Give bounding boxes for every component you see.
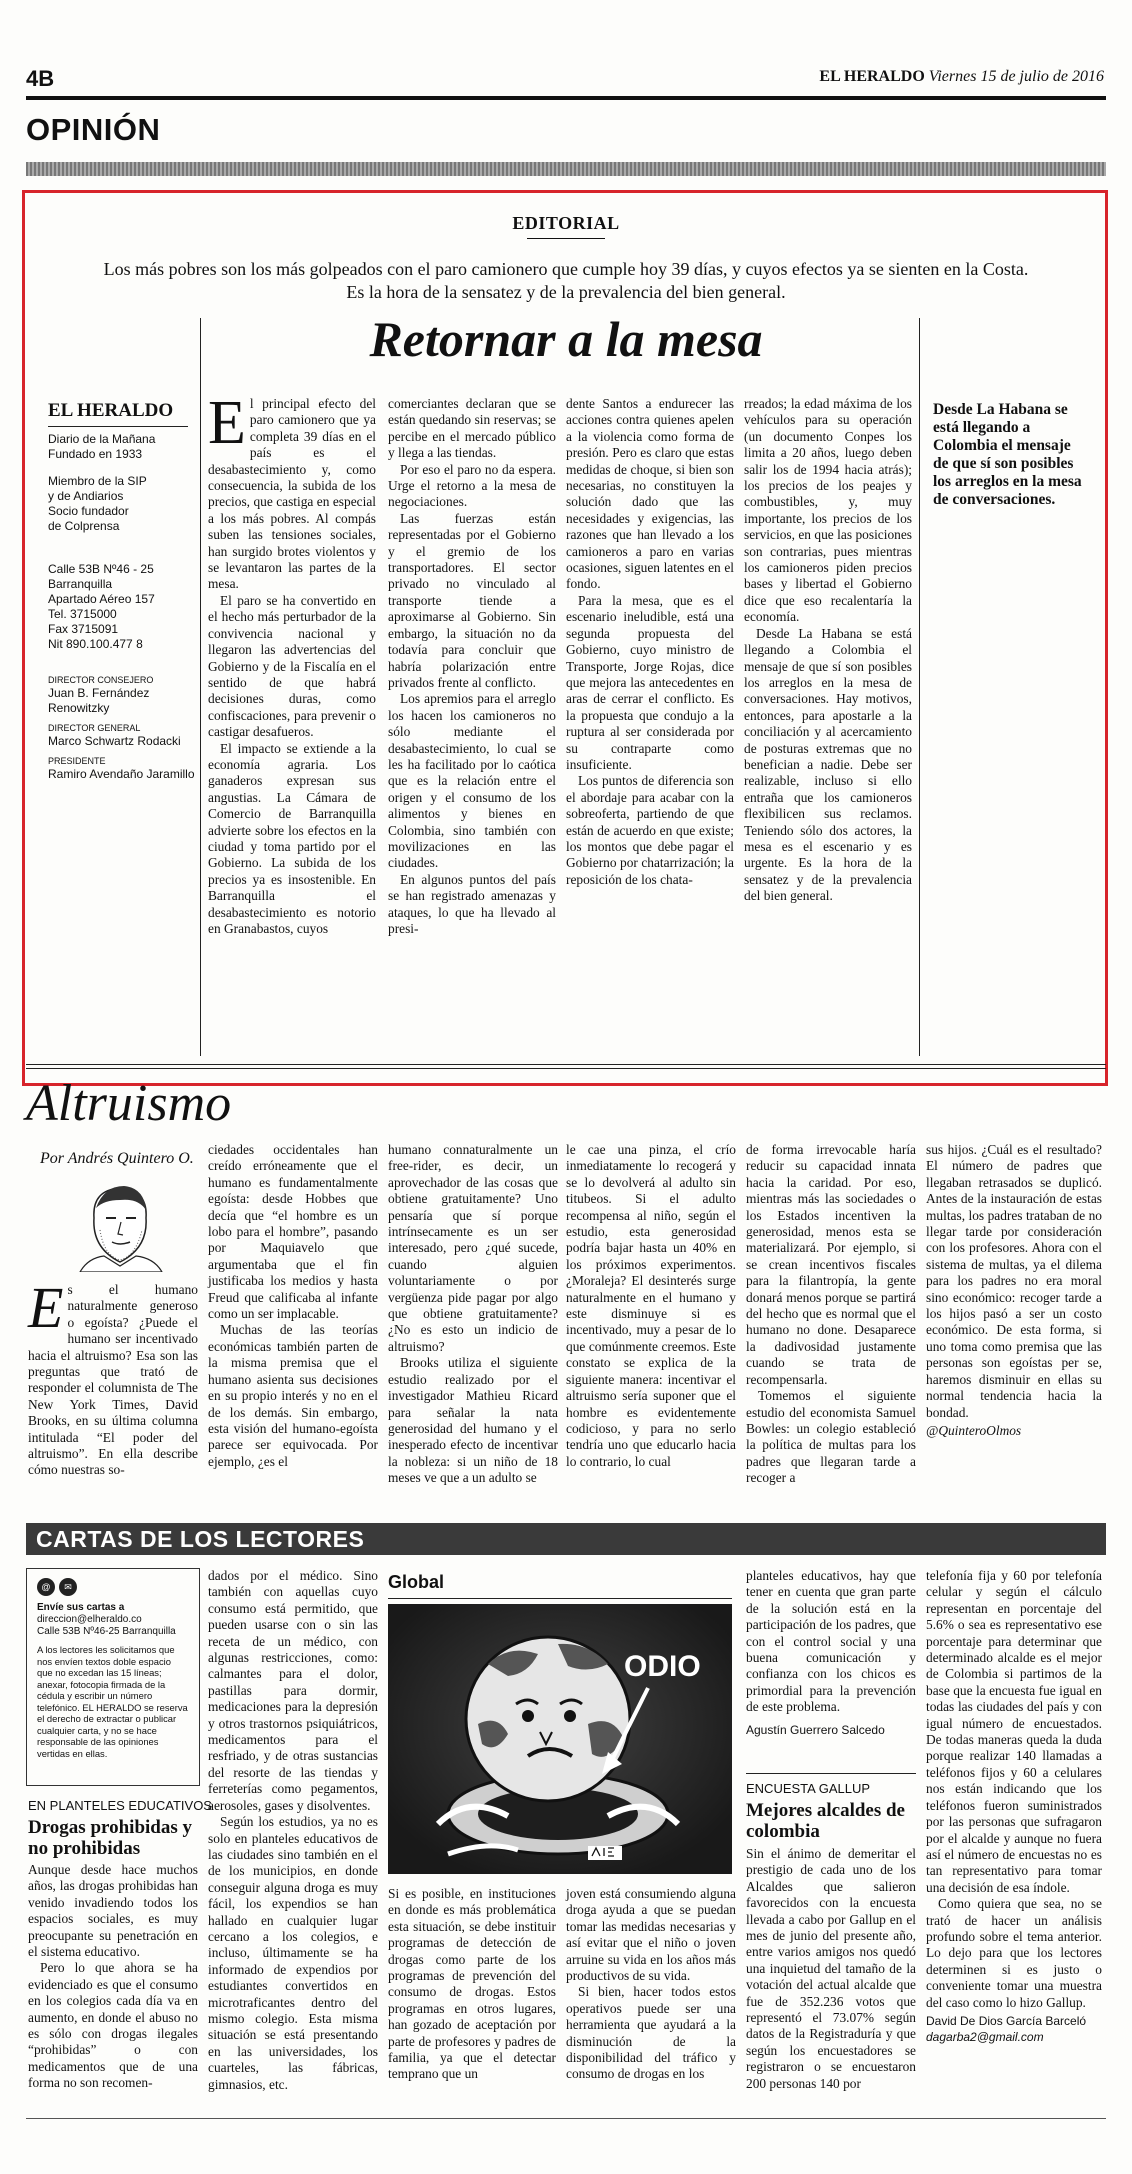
column-author: Por Andrés Quintero O. [40,1150,194,1167]
paragraph: Como quiera que sea, no se trató de hacer un análisis profundo sobre el tema anterior. Lo dejo para que los lectores determinen si es justo o conveniente tomar una muestra del caso como lo hizo Gallup. [926,1896,1102,2010]
column-body-5 [746,1142,916,1487]
editorial-column-4 [744,396,912,905]
paragraph [208,389,376,593]
letter-separator [746,1773,916,1774]
section-rule [26,1064,1106,1065]
column-body-1 [28,1275,198,1479]
info-line: Socio fundador [48,504,129,518]
letter-body-5 [746,1568,916,1738]
letter-body-4 [566,1886,736,2083]
masthead-info [48,432,198,782]
letter-kicker: ENCUESTA GALLUP [746,1781,871,1796]
column-body-4 [566,1142,736,1470]
letter-signature: David De Dios García Barceló [926,2013,1087,2028]
paragraph: sus hijos. ¿Cuál es el resultado? El número de padres que llegaban retrasados se duplicó. Antes de la instauración de estas multas, los padres trataban de no llegar tarde por consideración con los profesores. Ahora con el sistema de multas, ya el dilema para los padres no era moral sino económico: recoger tarde a los hijos pasó a ser un costo económico. De esta forma, si uno toma como premisa que las personas son egoístas per se, haremos disminuir en ellas su normal tendencia hacia la bondad. [926,1142,1102,1420]
staff-role: PRESIDENTE [48,756,106,766]
paragraph: Muchas de las teorías económicas también parten de la misma premisa que el humano asienta sus decisiones en su propio interés y no en el de los demás. Sin embargo, esta visión del humano-egoísta parece ser equivocada. Por ejemplo, ¿es el [208,1322,378,1469]
section-band [26,162,1106,176]
editorial-column-3 [566,396,734,888]
column-handle: @QuinteroOlmos [926,1422,1022,1438]
paragraph: planteles educativos, hay que tener en cuenta que gran parte de la solución está en la participación de los padres, que con el control social y una buena comunicación y confianza con los chicos es primordial para la prevención de este problema. [746,1568,916,1715]
dropcap: E [28,1275,64,1340]
letter-body-3 [388,1886,556,2083]
paragraph: de forma irrevocable haría reducir su capacidad innata hacia la caridad. Por eso, mientras más las sociedades o los Estados incentiven la generosidad, menos esta se materializará. Por ejemplo, si se crean incentivos fiscales para la filantropía, la gente donará menos porque se partirá del hecho que es normal que el humano no done. Desaparece la dadivosidad justamente cuando se trata de recompensarla. [746,1142,916,1387]
author-portrait [74,1178,166,1272]
paragraph: Desde La Habana se está llegando a Colombia el mensaje de que sí son posibles los arreglos en la mesa de conversaciones. Hay motivos, entonces, para apostarle a la conciliación y al acercamiento de posturas extremas que no benefician a nadie. Debe ser realizable, incluso si ello entraña que los camioneros flexibilicen sus reclamos. Teniendo sólo dos actores, la mesa es el escenario y es urgente. Es la hora de la sensatez y de la prevalencia del bien general. [744,625,912,904]
section-title: OPINIÓN [26,112,161,147]
editorial-column-1 [208,389,376,937]
paragraph: dente Santos a endurecer las acciones contra quienes apelen a la violencia como forma de presión. Pero es claro que estas medidas de choque, si bien son necesarias, no constituyen la solución dado que las necesidades y exigencias, las razones que han llevado a los camioneros a paro en varias ocasiones, siguen latentes en el fondo. [566,396,734,592]
info-line: y de Andiarios [48,489,124,503]
editorial-headline: Retornar a la mesa [369,311,763,367]
paragraph: Las fuerzas están representadas por el Gobierno y el gremio de los transportadores. El sector privado no vinculado al transporte tiende a aproximarse al Gobierno. Sin embargo, la situación no da todavía para concluir que habría polarización entre privados frente al conflicto. [388,510,556,690]
staff-name: Juan B. Fernández Renowitzky [48,686,150,715]
paragraph: El paro se ha convertido en el hecho más perturbador de la convivencia nacional y llegaron las advertencias del Gobierno y de la Fiscalía en el sentido de que habrá decisiones duras, como confiscaciones, para prevenir o castigar desafueros. [208,592,376,740]
paragraph: En algunos puntos del país se han registrado amenazas y ataques, lo que ha llevado al presi- [388,871,556,936]
staff-name: Ramiro Avendaño Jaramillo [48,767,195,781]
masthead [819,68,1104,86]
section-rule [26,1068,1106,1069]
column-body-6 [926,1142,1102,1439]
info-line: Apartado Aéreo 157 [48,592,155,606]
paragraph: Sin el ánimo de demeritar el prestigio de cada uno de los Alcaldes que salieron favorecidos con la encuesta llevada a cabo por Gallup en el mes de junio del presente año, entre varios amigos nos quedó una inquietud del tamaño de la votación del actual alcalde que fue de 352.236 votos que representó el 73.07% según datos de la Registraduría y que según los encuestadores se registraron o se encuestaron 200 personas 140 por [746,1846,916,2091]
info-line: Calle 53B Nº46 - 25 [48,562,154,576]
letter-kicker: EN PLANTELES EDUCATIVOS [28,1798,212,1813]
paper-name: EL HERALDO [48,400,174,421]
page-bottom-rule [26,2118,1106,2119]
page-number: 4B [26,66,55,91]
staff-role: DIRECTOR CONSEJERO [48,675,154,685]
paragraph: Los apremios para el arreglo los hacen los camioneros no sólo mediante el desabastecimiento, lo cual se les ha facilitado por lo caótica que es la relación entre el origen y el consumo de los alimentos y bienes en Colombia, sino también con movilizaciones en las ciudades. [388,691,556,871]
paragraph: Pero lo que ahora se ha evidenciado es que el consumo en los colegios cada día va en aumento, en donde el abuso no es sólo con drogas ilegales “prohibidas” o con medicamentos que de una forma no son recomen- [28,1960,198,2091]
editorial-label: EDITORIAL [512,213,620,233]
info-line: Diario de la Mañana [48,432,156,446]
paragraph: humano connaturalmente un free-rider, es decir, un aprovechador de las cosas que obtiene gratuitamente? Uno pensaría que sí porque intrínsecamente es un ser interesado, pero ¿qué sucede, cuando alguien voluntariamente o por vergüenza pide pagar por algo que obtiene gratuitamente? ¿No es esto un indicio de altruismo? [388,1142,558,1354]
paper-name-rule [48,426,188,427]
submission-title: Envíe sus cartas a [37,1602,125,1613]
column-title: Altruismo [26,1075,232,1132]
submission-email[interactable]: direccion@elheraldo.co [37,1614,142,1625]
info-line: de Colprensa [48,519,120,533]
paragraph-text: s el humano naturalmente generoso o egoísta? ¿Puede el humano ser incentivado hacia el altruismo? Esa son las preguntas que trató de responder el columnista de The New York Times, David Brooks, en su última columna intitulada “El poder del altruismo”. En ella describe cómo nuestras so- [28,1282,198,1478]
editorial-label-underline [527,238,605,239]
paragraph: Si bien, hacer todos estos operativos puede ser una herramienta que ayudará a la disminución de la disponibilidad del tráfico y consumo de drogas en los [566,1984,736,2082]
letter-headline: Mejores alcaldes de colombia [746,1800,905,1842]
cartoon-rule [388,1598,732,1599]
column-body-3 [388,1142,558,1487]
submission-box [26,1568,200,1786]
letter-signature: Agustín Guerrero Salcedo [746,1722,885,1737]
paragraph: joven está consumiendo alguna droga ayuda a que se puedan tomar las medidas necesarias y así evitar que el niño o joven arruine su vida en los años más productivos de su vida. [566,1886,736,1984]
newspaper-name: EL HERALDO [819,68,925,85]
column-rule [919,318,920,1056]
cartoon-label: Global [388,1572,445,1592]
staff-role: DIRECTOR GENERAL [48,723,141,733]
letter-email[interactable]: dagarba2@gmail.com [926,2030,1044,2045]
info-line: Miembro de la SIP [48,474,147,488]
cartoon-word: ODIO [624,1650,701,1683]
letter-body-6 [746,1846,916,2092]
paragraph: Para la mesa, que es el escenario ineludible, está una segunda propuesta del Gobierno, cuyo ministro de Transporte, Jorge Rojas, dice que mejora las antecedentes en aras de cerrar el conflicto. Es la propuesta que condujo a la ruptura al ser considerada por su contraparte como insuficiente. [566,592,734,772]
paragraph: Si es posible, en instituciones en donde es más problemática esta situación, se debe instituir programas de detección de drogas como parte de los programas de prevención del consumo de drogas. Estos programas en otros lugares, han gozado de aceptación por parte de profesores y padres de familia, ya que el detectar temprano que un [388,1886,556,2082]
staff-name: Marco Schwartz Rodacki [48,734,181,748]
mail-icon: ✉ [59,1578,77,1596]
editorial-cartoon [388,1604,732,1874]
submission-rules: A los lectores les solicitamos que nos envíen textos doble espacio que no excedan las 15 líneas; anexar, fotocopia firmada de la cédula y escribir un número telefónico. EL HERALDO se reserva el derecho de extractar o publicar cualquier carta, y no se hace responsable de las opiniones vertidas en ellas. [37,1644,188,1759]
letter-headline: Drogas prohibidas y no prohibidas [28,1817,193,1859]
editorial-column-2 [388,396,556,937]
paragraph: telefonía fija y 60 por telefonía celular y según el cálculo representan en porcentaje del 5.6% o sea es representativo ese porcentaje para determinar que determinado alcalde es el mejor de Colombia si partimos de la base que la encuesta fue igual en todas las ciudades del país y con igual número de encuestados. De todas maneras queda la duda porque realizar 140 llamadas a teléfonos fijos y 60 a celulares nos están indicando que los teléfonos fueron suministrados por las personas que sufragaron por el alcalde y aunque no fuera así el número de encuestas no es tan representativo para tomar una decisión de esa índole. [926,1568,1102,1895]
at-icon: @ [37,1578,55,1596]
paragraph: Los puntos de diferencia son el abordaje para acabar con la sobreoferta, partiendo de que están de acuerdo en que existe; los montos que debe pagar el Gobierno por chatarrización; la reposición de los chata- [566,773,734,887]
letter-body-2 [208,1568,378,2093]
dropcap: E [208,389,246,457]
column-body-2 [208,1142,378,1470]
paragraph: ciedades occidentales han creído erróneamente que el humano es fundamentalmente egoísta: desde Hobbes que decía que “el hombre es un lobo para el hombre”, pasando por Maquiavelo que argumentaba que el fin justificaba los medios y hasta Freud que calificaba al infante como un ser implacable. [208,1142,378,1322]
paragraph: le cae una pinza, el crío inmediatamente lo recogerá y se lo devolverá al adulto sin titubeos. Si el adulto recompensa al niño, según el estudio, esta generosidad podría bajar hasta un 40% en los próximos experimentos. ¿Moraleja? El desinterés surge naturalmente en el humano y este disminuye si es incentivado, muy a pesar de lo que comúnmente creemos. Este constato se explica de la siguiente manera: incentivar el altruismo sería suponer que el hombre es evidentemente codicioso, y para no serlo tendría uno que educarlo hacia lo contrario, lo cual [566,1142,736,1469]
paragraph-text: l principal efecto del paro camionero que ya completa 39 días en el país es el desabastecimiento y, como consecuencia, la subida de los precios, que castiga en especial a los más pobres. Al compás suben las tensiones sociales, han surgido brotes violentos y se levantaron las partes de la mesa. [208,396,376,592]
letter-body-7 [926,1568,1102,2046]
paragraph [28,1275,198,1479]
paragraph: Según los estudios, ya no es solo en planteles educativos de las ciudades sino también en el de los municipios, en donde conseguir alguna droga es muy fácil, los expendios se han hallado en cualquier lugar cercano a los colegios, e incluso, últimamente se ha informado de expendios por estudiantes convertidos en microtraficantes dentro del mismo colegio. Esta misma situación se está presentando en las universidades, los cuarteles, las fábricas, gimnasios, etc. [208,1814,378,2092]
cartas-title: CARTAS DE LOS LECTORES [36,1526,365,1552]
column-rule [200,318,201,1056]
paragraph: El impacto se extiende a la economía agraria. Los ganaderos expresan sus angustias. La Cámara de Comercio de Barranquilla advierte sobre los efectos en la ciudad y toma partido por el Gobierno. La subida de los precios ya es insostenible. En Barranquilla el desabastecimiento es notorio en Granabastos, cuyos [208,740,376,936]
paragraph: Aunque desde hace muchos años, las drogas prohibidas han venido invadiendo todos los espacios sociales, es muy preocupante su penetración en el sistema educativo. [28,1862,198,1960]
paragraph: Tomemos el siguiente estudio del economista Samuel Bowles: un colegio estableció la política de multas para los padres que llegaran tarde a recoger a [746,1388,916,1486]
info-line: Fundado en 1933 [48,447,143,461]
info-line: Barranquilla [48,577,113,591]
paragraph: comerciantes declaran que se están quedando sin reservas; se percibe en el mercado público y llega a las tiendas. [388,396,556,461]
issue-date: Viernes 15 de julio de 2016 [928,68,1104,85]
pullquote: Desde La Habana se está llegando a Colombia el mensaje de que sí son posibles los arreglos en la mesa de conversaciones. [933,401,1082,508]
info-line: Nit 890.100.477 8 [48,637,143,651]
submission-address: Calle 53B Nº46-25 Barranquilla [37,1626,176,1637]
paragraph: Brooks utiliza el siguiente estudio realizado por el investigador Mathieu Ricard para señalar la nata generosidad del humano y el inesperado efecto de incentivar la nobleza: si un niño de 18 meses ve que a un adulto se [388,1355,558,1486]
info-line: Tel. 3715000 [48,607,117,621]
top-rule [26,96,1106,100]
editorial-deck: Los más pobres son los más golpeados con el paro camionero que cumple hoy 39 días, y cuyos efectos ya se sienten en la Costa. Es la hora de la sensatez y de la prevalencia del bien general. [103,259,1029,302]
info-line: Fax 3715091 [48,622,119,636]
paragraph: rreados; la edad máxima de los vehículos para su operación (un documento Conpes los limita a 20 años, luego deben salir los de 1994 hacia atrás); los precios de los peajes y combustibles, y, muy importante, los precios de los servicios, en que las posiciones son contrarias, pues mientras los camioneros piden precios bases y libertad el Gobierno dice que eso recalentaría la economía. [744,396,912,625]
paragraph: dados por el médico. Sino también con aquellas cuyo consumo está permitido, que pueden usarse con o sin las receta de un médico, con algunas restricciones, como: calmantes para el dolor, pastillas para dormir, medicaciones para la depresión y otros trastornos psiquiátricos, medicamentos para el resfriado, y de otras sustancias del resorte de las tiendas y ferreterías como pegamentos, aerosoles, gases y disolventes. [208,1568,378,1813]
letter-body-1 [28,1862,198,2092]
paragraph: Por eso el paro no da espera. Urge el retorno a la mesa de negociaciones. [388,461,556,510]
